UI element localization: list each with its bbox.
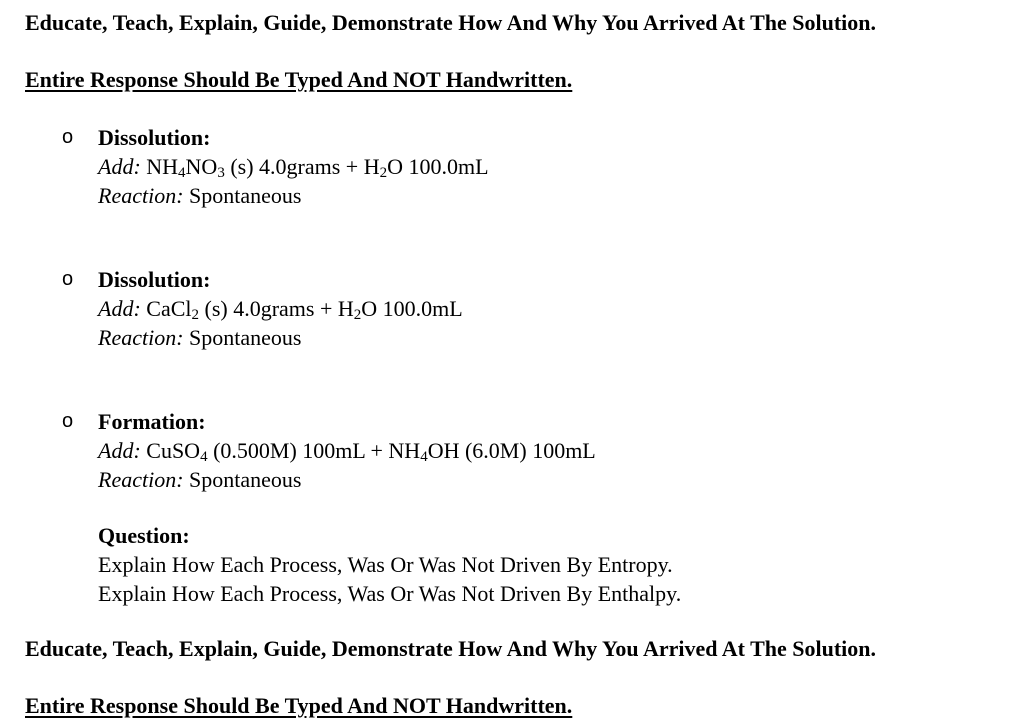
reaction-line [98, 465, 596, 494]
item-title: Formation: [98, 409, 206, 434]
reaction-label: Reaction: [98, 467, 184, 492]
reaction-line [98, 323, 463, 352]
reaction-label: Reaction: [98, 183, 184, 208]
question-line-enthalpy: Explain How Each Process, Was Or Was Not Driven By Enthalpy. [98, 581, 682, 606]
header-typed-notice: Entire Response Should Be Typed And NOT Handwritten. [25, 67, 573, 92]
bullet-icon: o [62, 268, 74, 290]
reaction-line [98, 181, 489, 210]
reaction-value: Spontaneous [189, 183, 302, 208]
header-instruction: Educate, Teach, Explain, Guide, Demonstrate How And Why You Arrived At The Solution. [25, 10, 877, 35]
add-text: CuSO$_4$ (0.500M) $100mL + NH_4OH$ (6.0M) 100mL [146, 438, 596, 465]
question-block [98, 521, 681, 608]
add-label: Add: [98, 296, 141, 321]
bullet-icon: o [62, 410, 74, 432]
add-text: $NH_4NO_3$ (s) 4.0grams + $H_2O$ 100.0mL [146, 154, 489, 181]
add-text: CaCl$_2$ (s) 4.0grams + $H_2O$ 100.0mL [146, 296, 463, 323]
add-line [98, 436, 596, 465]
footer-instruction: Educate, Teach, Explain, Guide, Demonstrate How And Why You Arrived At The Solution. [25, 636, 877, 661]
item-title: Dissolution: [98, 267, 211, 292]
add-label: Add: [98, 438, 141, 463]
reaction-value: Spontaneous [189, 325, 302, 350]
add-line [98, 152, 489, 181]
reaction-value: Spontaneous [189, 467, 302, 492]
reaction-label: Reaction: [98, 325, 184, 350]
add-line [98, 294, 463, 323]
footer-typed-notice: Entire Response Should Be Typed And NOT Handwritten. [25, 693, 573, 718]
bullet-icon: o [62, 126, 74, 148]
question-line-entropy: Explain How Each Process, Was Or Was Not Driven By Entropy. [98, 552, 673, 577]
item-title: Dissolution: [98, 125, 211, 150]
add-label: Add: [98, 154, 141, 179]
question-title: Question: [98, 523, 190, 548]
